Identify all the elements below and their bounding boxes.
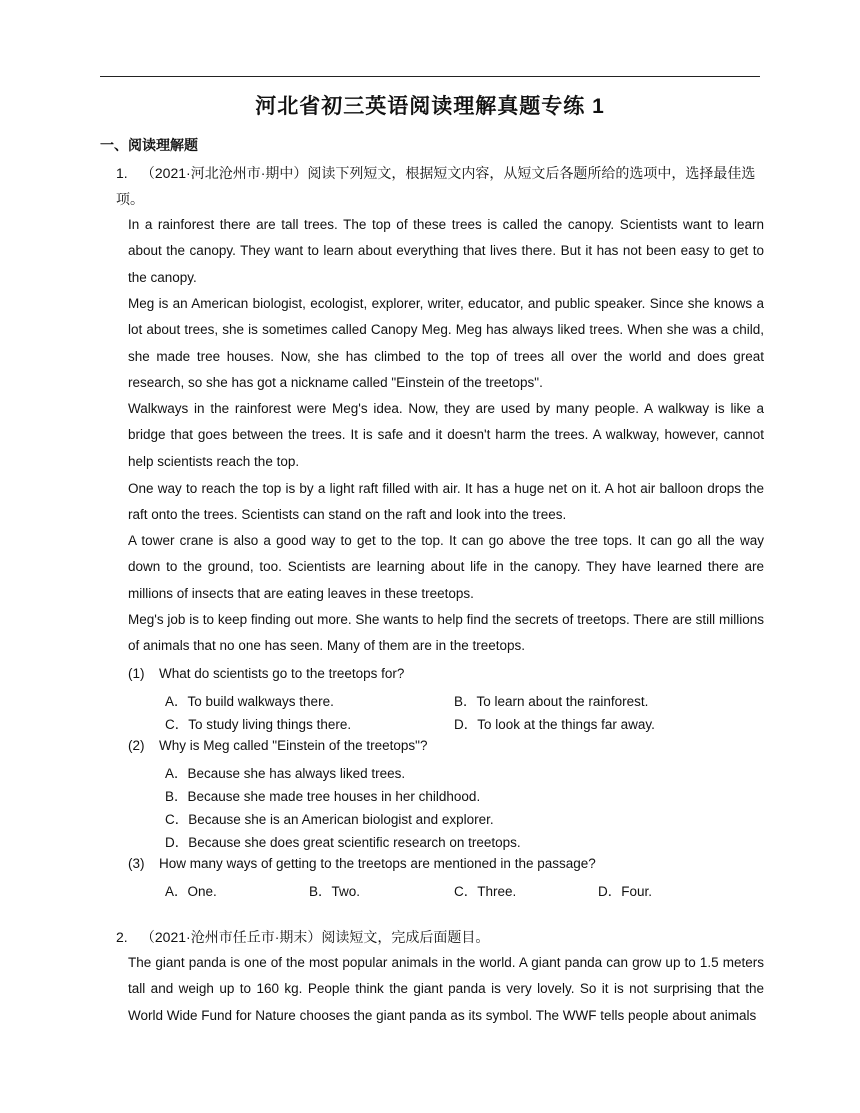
option-d[interactable]: D．To look at the things far away.	[454, 717, 655, 732]
passage-paragraph: Walkways in the rainforest were Meg's idea. Now, they are used by many people. A walkway is like a bridge that goes between the trees. It is safe and it doesn't harm the trees. A walkway, however, cannot help scientists reach the top.	[128, 401, 764, 469]
question-number: 2.	[116, 929, 128, 945]
option-d[interactable]: D．Because she does great scientific research on treetops.	[165, 835, 521, 850]
sub-question-text: What do scientists go to the treetops for?	[159, 666, 405, 681]
sub-question-number: (2)	[128, 738, 145, 753]
question-intro: （2021·沧州市任丘市·期末）阅读短文，完成后面题目。	[140, 929, 490, 945]
passage-paragraph: The giant panda is one of the most popular animals in the world. A giant panda can grow up to 1.5 meters tall and weigh up to 160 kg. People think the giant panda is very lovely. So it is not surprising that the World Wide Fund for Nature chooses the giant panda as its symbol. The WWF tells people about animals	[128, 955, 764, 1023]
passage-paragraph: Meg is an American biologist, ecologist, explorer, writer, educator, and public speaker. Since she knows a lot about trees, she is sometimes called Canopy Meg. Meg has always liked trees. When she was a child, she made tree houses. Now, she has climbed to the top of trees all over the world and does great research, so she has got a nickname called "Einstein of the treetops".	[128, 296, 764, 390]
option-d[interactable]: D．Four.	[598, 884, 653, 899]
section-heading: 一、阅读理解题	[100, 137, 198, 153]
option-a[interactable]: A．Because she has always liked trees.	[165, 766, 406, 781]
sub-question	[128, 666, 404, 681]
question-1-header	[116, 160, 762, 212]
option-b[interactable]: B．Two.	[309, 884, 361, 899]
option-c[interactable]: C．Because she is an American biologist and explorer.	[165, 812, 494, 827]
option-b[interactable]: B．Because she made tree houses in her childhood.	[165, 789, 481, 804]
sub-question	[128, 856, 596, 871]
option-a[interactable]: A．To build walkways there.	[165, 694, 334, 709]
passage-paragraph: Meg's job is to keep finding out more. She wants to help find the secrets of treetops. There are still millions of animals that no one has seen. Many of them are in the treetops.	[128, 612, 764, 654]
top-rule	[100, 76, 760, 77]
sub-question	[128, 738, 427, 753]
option-c[interactable]: C．To study living things there.	[165, 717, 352, 732]
question-number: 1.	[116, 165, 128, 181]
sub-question-number: (1)	[128, 666, 145, 681]
option-b[interactable]: B．To learn about the rainforest.	[454, 694, 649, 709]
passage-paragraph: One way to reach the top is by a light raft filled with air. It has a huge net on it. A hot air balloon drops the raft onto the trees. Scientists can stand on the raft and look into the trees.	[128, 481, 764, 523]
question-intro: （2021·河北沧州市·期中）阅读下列短文，根据短文内容，从短文后各题所给的选项中，选择最佳选项。	[116, 165, 756, 207]
page-title: 河北省初三英语阅读理解真题专练 1	[255, 95, 605, 118]
sub-question-text: Why is Meg called "Einstein of the treetops"?	[159, 738, 428, 753]
sub-question-number: (3)	[128, 856, 145, 871]
passage-paragraph: A tower crane is also a good way to get to the top. It can go above the tree tops. It can go all the way down to the ground, too. Scientists are learning about life in the canopy. They have learned there are millions of insects that are eating leaves in these treetops.	[128, 533, 764, 601]
question-2-header	[116, 924, 762, 950]
option-c[interactable]: C．Three.	[454, 884, 517, 899]
passage-paragraph: In a rainforest there are tall trees. The top of these trees is called the canopy. Scientists want to learn about the canopy. They want to learn about everything that lives there. But it has not been easy to get to the canopy.	[128, 217, 764, 285]
sub-question-text: How many ways of getting to the treetops are mentioned in the passage?	[159, 856, 596, 871]
option-a[interactable]: A．One.	[165, 884, 217, 899]
